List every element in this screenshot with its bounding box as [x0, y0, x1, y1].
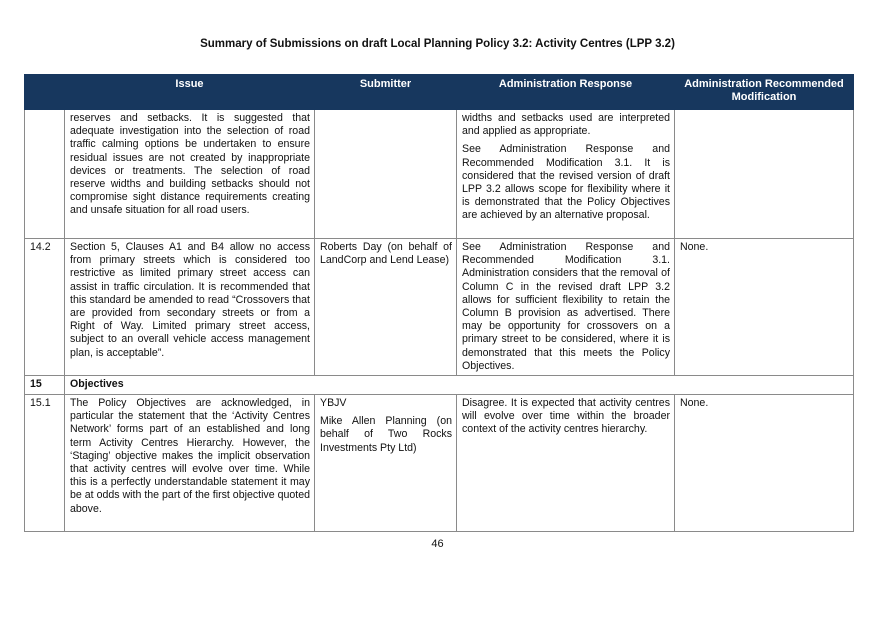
- section-row: [25, 376, 854, 395]
- submissions-table: [24, 74, 854, 532]
- table-row: [25, 110, 854, 239]
- row-number: 14.2: [25, 239, 65, 376]
- modification-cell: [675, 110, 854, 239]
- section-heading: Objectives: [65, 376, 854, 395]
- submitter-name: Mike Allen Planning (on behalf of Two Rocks Investments Pty Ltd): [320, 415, 452, 454]
- section-number: 15: [25, 376, 65, 395]
- submitter-cell: [315, 395, 457, 532]
- header-recommended-modification: Administration Recommended Modification: [675, 75, 854, 110]
- response-cell: See Administration Response and Recommended Modification 3.1. Administration considers that the removal of Column C in the revised draft LPP 3.2 allows for sufficient flexibility to retain the Column B provision as advertised. There may be opportunity for crossovers on a primary street to be considered, where it is demonstrated that this meets the Policy Objectives.: [457, 239, 675, 376]
- page-number: 46: [431, 538, 444, 550]
- row-number: [25, 110, 65, 239]
- submitter-cell: [315, 110, 457, 239]
- issue-cell: Section 5, Clauses A1 and B4 allow no access from primary streets which is considered too restrictive as limited primary street access can assist in traffic circulation. It is recommended that this standard be amended to read “Crossovers that are provided from secondary streets or from a Right of Way. Limited primary street access, subject to an overall vehicle access management plan, is acceptable”.: [65, 239, 315, 376]
- row-number: 15.1: [25, 395, 65, 532]
- header-submitter: Submitter: [315, 75, 457, 110]
- submitter-name: YBJV: [320, 397, 347, 410]
- header-number: [25, 75, 65, 110]
- table-row: [25, 239, 854, 376]
- response-cell: Disagree. It is expected that activity centres will evolve over time within the broader context of the activity centres hierarchy.: [457, 395, 675, 532]
- issue-cell: reserves and setbacks. It is suggested that adequate investigation into the selection of road traffic calming options be undertaken to ensure residual issues are not created by inappropriate devices or treatments. The selection of road reserve widths and building setbacks should not compromise sight distance requirements creating and unsafe situation for all road users.: [65, 110, 315, 239]
- response-paragraph: See Administration Response and Recommended Modification 3.1. It is considered that the revised version of draft LPP 3.2 allows scope for flexibility where it is demonstrated that the Policy Objectives are achieved by an alternative proposal.: [462, 143, 670, 222]
- issue-cell: The Policy Objectives are acknowledged, in particular the statement that the ‘Activity Centres Network’ forms part of an established and long term Activity Centres Hierarchy. However, the ‘Staging’ objective makes the implicit observation that activity centres will evolve over time. While this is a perfectly understandable statement it may be at odds with the part of the first objective quoted above.: [65, 395, 315, 532]
- modification-cell: None.: [675, 395, 854, 532]
- table-row: [25, 395, 854, 532]
- response-cell: [457, 110, 675, 239]
- table-header-row: [25, 75, 854, 110]
- document-title: Summary of Submissions on draft Local Planning Policy 3.2: Activity Centres (LPP 3.2): [200, 38, 675, 50]
- header-administration-response: Administration Response: [457, 75, 675, 110]
- modification-cell: None.: [675, 239, 854, 376]
- response-paragraph: widths and setbacks used are interpreted and applied as appropriate.: [462, 112, 670, 138]
- header-issue: Issue: [65, 75, 315, 110]
- submitter-cell: Roberts Day (on behalf of LandCorp and Lend Lease): [315, 239, 457, 376]
